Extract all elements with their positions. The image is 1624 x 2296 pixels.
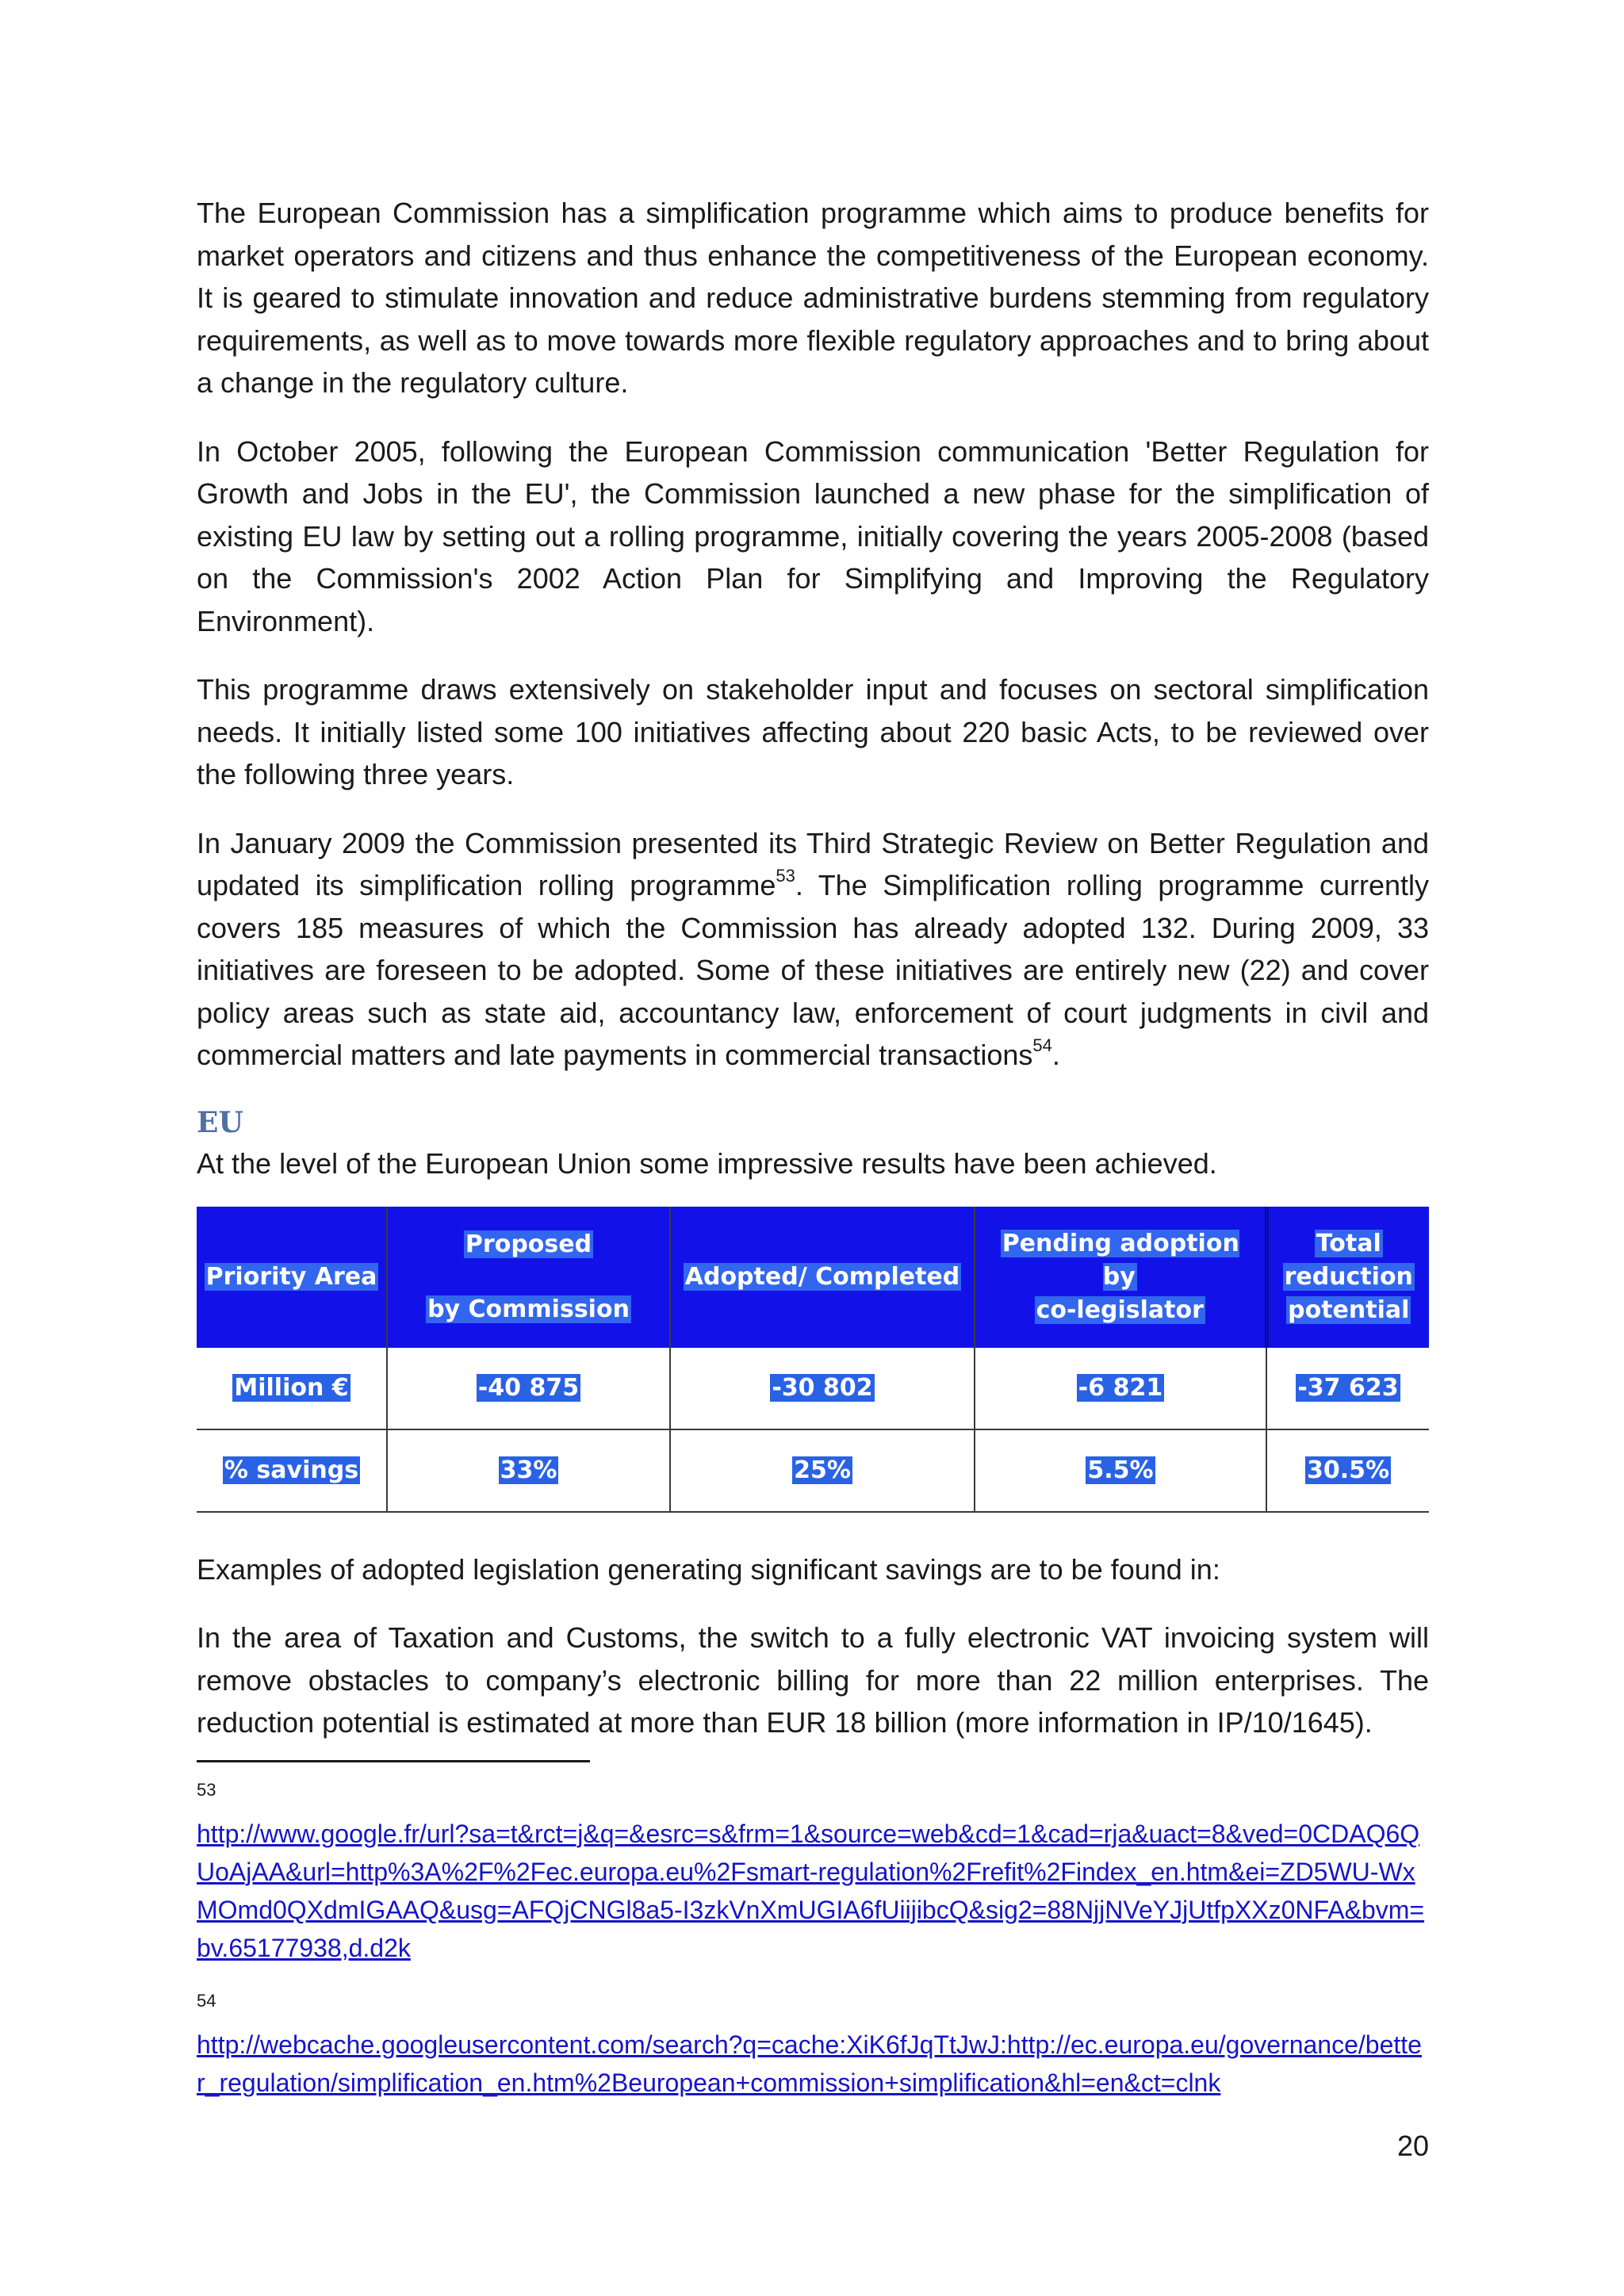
footnote-number-54: 54 bbox=[197, 1990, 216, 2011]
table-row bbox=[197, 1348, 1429, 1429]
footnote-separator bbox=[197, 1760, 590, 1762]
examples-intro: Examples of adopted legislation generating significant savings are to be found in: bbox=[197, 1552, 1220, 1586]
footnote-ref-53[interactable]: 53 bbox=[776, 866, 795, 886]
table-header-row bbox=[197, 1207, 1429, 1348]
header-proposed: Proposed by Commission bbox=[387, 1207, 670, 1348]
footnote-link-54[interactable]: http://webcache.googleusercontent.com/search?q=cache:XiK6fJqTtJwJ:http://ec.europa.eu/governance/better_regulation/simplification_en.htm%2Beuropean+commission+simplification&hl=en&ct=clnk bbox=[197, 2030, 1422, 2097]
cell-total: -37 623 bbox=[1266, 1348, 1429, 1429]
footnote-ref-54[interactable]: 54 bbox=[1032, 1035, 1052, 1055]
paragraph-text: . bbox=[1051, 1039, 1060, 1071]
savings-table bbox=[197, 1207, 1429, 1513]
header-priority-area: Priority Area bbox=[197, 1207, 387, 1348]
paragraph-text: . The Simplification rolling programme currently covers 185 measures of which the Commission has already adopted 132. During 2009, 33 initiatives are foreseen to be adopted. Some of these initiatives are entirely new (22) and cover policy areas such as state aid, accountancy law, enforcement of court judgments in civil and commercial matters and late payments in commercial transactions bbox=[197, 869, 1429, 1071]
section-intro: At the level of the European Union some impressive results have been achieved. bbox=[197, 1146, 1217, 1180]
cell-pending: -6 821 bbox=[975, 1348, 1266, 1429]
paragraph-text: In January 2009 the Commission presented its Third Strategic Review on Better Regulation and updated its simplification rolling programme bbox=[197, 826, 1429, 901]
table-row bbox=[197, 1429, 1429, 1512]
cell-proposed: -40 875 bbox=[387, 1348, 670, 1429]
footnote-link-53[interactable]: http://www.google.fr/url?sa=t&rct=j&q=&esrc=s&frm=1&source=web&cd=1&cad=rja&uact=8&ved=0CDAQ6QUoAjAA&url=http%3A%2F%2Fec.europa.eu%2Fsmart-regulation%2Frefit%2Findex_en.htm&ei=ZD5WU-WxMOmd0QXdmIGAAQ&usg=AFQjCNGl8a5-I3zkVnXmUGIA6fUiijibcQ&sig2=88NjjNVeYJjUtfpXXz0NFA&bvm=bv.65177938,d.d2k bbox=[197, 1819, 1425, 1962]
paragraph-october-2005: In October 2005, following the European Commission communication 'Better Regulation for Growth and Jobs in the EU', the Commission launched a new phase for the simplification of existing EU law by setting out a rolling programme, initially covering the years 2005-2008 (based on the Commission's 2002 Action Plan for Simplifying and Improving the Regulatory Environment). bbox=[197, 434, 1429, 637]
page-content bbox=[197, 192, 1429, 2118]
cell-label: Million € bbox=[197, 1348, 387, 1429]
footnote-number-53: 53 bbox=[197, 1779, 216, 1800]
cell-adopted: -30 802 bbox=[670, 1348, 975, 1429]
header-total-reduction: Total reduction potential bbox=[1266, 1207, 1429, 1348]
page-number: 20 bbox=[1396, 2130, 1429, 2162]
header-adopted: Adopted/ Completed bbox=[670, 1207, 975, 1348]
paragraph-taxation-customs: In the area of Taxation and Customs, the switch to a fully electronic VAT invoicing system will remove obstacles to company’s electronic billing for more than 22 million enterprises. The reduction potential is estimated at more than EUR 18 billion (more information in IP/10/1645). bbox=[197, 1621, 1429, 1739]
header-pending: Pending adoption by co-legislator bbox=[975, 1207, 1266, 1348]
paragraph-stakeholder-input: This programme draws extensively on stakeholder input and focuses on sectoral simplification needs. It initially listed some 100 initiatives affecting about 220 basic Acts, to be reviewed over the following three years. bbox=[197, 673, 1429, 790]
cell-proposed: 33% bbox=[387, 1429, 670, 1512]
section-heading-eu: EU bbox=[197, 1105, 243, 1139]
cell-label: % savings bbox=[197, 1429, 387, 1512]
paragraph-simplification-programme: The European Commission has a simplification programme which aims to produce benefits for market operators and citizens and thus enhance the competitiveness of the European economy. It is geared to stimulate innovation and reduce administrative burdens stemming from regulatory requirements, as well as to move towards more flexible regulatory approaches and to bring about a change in the regulatory culture. bbox=[197, 197, 1429, 399]
cell-pending: 5.5% bbox=[975, 1429, 1266, 1512]
cell-total: 30.5% bbox=[1266, 1429, 1429, 1512]
paragraph-january-2009 bbox=[197, 822, 1429, 1077]
cell-adopted: 25% bbox=[670, 1429, 975, 1512]
